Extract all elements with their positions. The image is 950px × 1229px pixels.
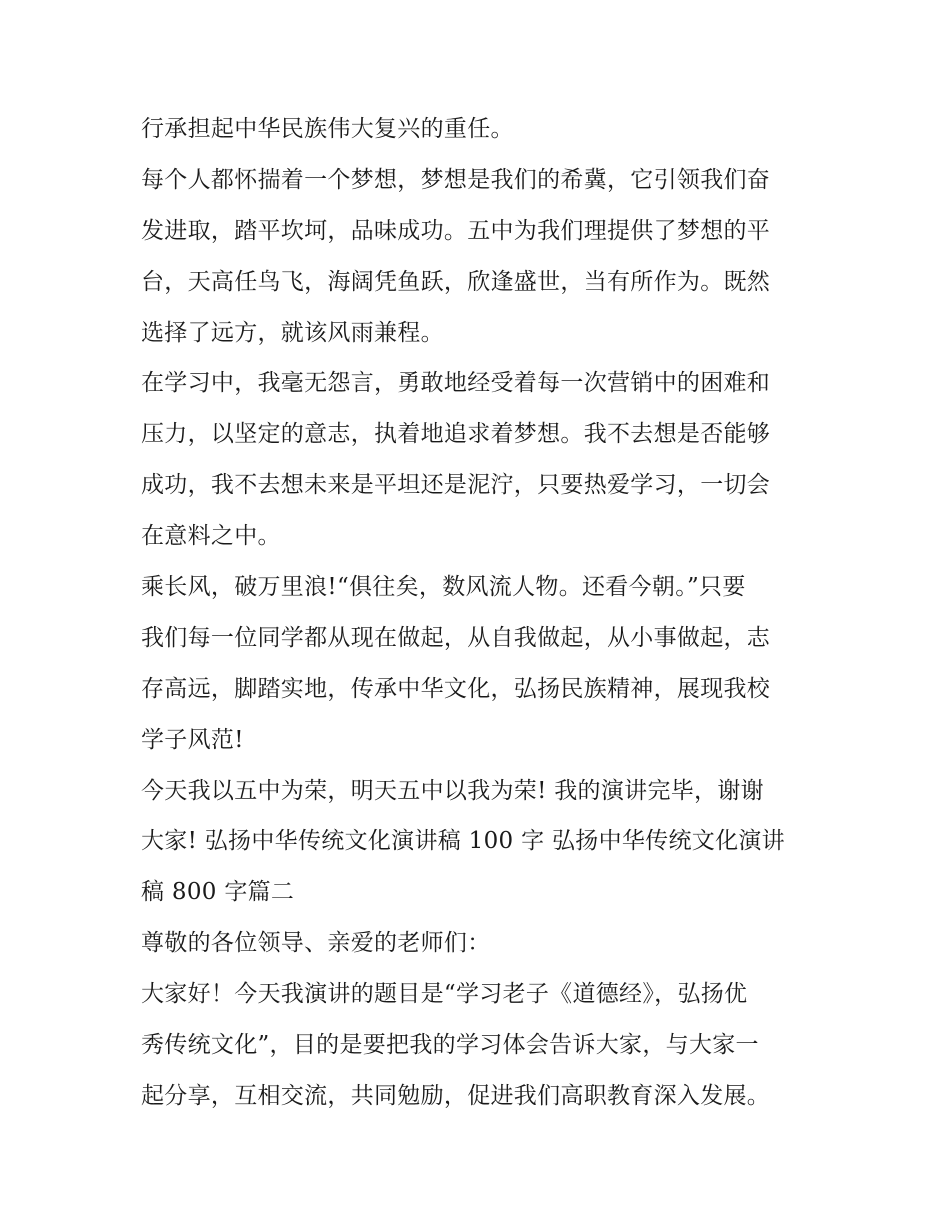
text-line: 尊敬的各位领导、亲爱的老师们： (141, 930, 491, 957)
text-line: 大家! 弘扬中华传统文化演讲稿 100 字 弘扬中华传统文化演讲 (141, 828, 785, 855)
text-line: 压力，以坚定的意志，执着地追求着梦想。我不去想是否能够 (141, 421, 771, 448)
text-line: 我们每一位同学都从现在做起，从自我做起，从小事做起，志 (141, 624, 771, 651)
text-line: 在意料之中。 (141, 523, 281, 550)
text-line: 起分享，互相交流，共同勉励，促进我们高职教育深入发展。 (141, 1082, 771, 1109)
text-line: 稿 800 字篇二 (141, 879, 295, 906)
text-line: 成功，我不去想未来是平坦还是泥泞，只要热爱学习，一切会 (141, 472, 771, 499)
text-line: 行承担起中华民族伟大复兴的重任。 (141, 116, 514, 142)
text-line: 秀传统文化”，目的是要把我的学习体会告诉大家，与大家一 (141, 1032, 759, 1059)
text-line: 学子风范! (141, 726, 244, 753)
text-line: 每个人都怀揣着一个梦想，梦想是我们的希冀，它引领我们奋 (141, 166, 771, 193)
text-line: 乘长风，破万里浪!“俱往矣，数风流人物。还看今朝。”只要 (141, 574, 746, 601)
text-line: 发进取，踏平坎坷，品味成功。五中为我们理提供了梦想的平 (141, 217, 771, 244)
text-line: 台，天高任鸟飞，海阔凭鱼跃，欣逢盛世，当有所作为。既然 (141, 268, 771, 295)
text-line: 在学习中，我毫无怨言，勇敢地经受着每一次营销中的困难和 (141, 370, 771, 397)
text-line: 存高远，脚踏实地，传承中华文化，弘扬民族精神，展现我校 (141, 675, 771, 702)
document-body (141, 104, 821, 1122)
text-line: 大家好！今天我演讲的题目是“学习老子《道德经》，弘扬优 (141, 981, 748, 1008)
text-line: 今天我以五中为荣，明天五中以我为荣! 我的演讲完毕，谢谢 (141, 777, 764, 804)
text-line: 选择了远方，就该风雨兼程。 (141, 319, 444, 346)
